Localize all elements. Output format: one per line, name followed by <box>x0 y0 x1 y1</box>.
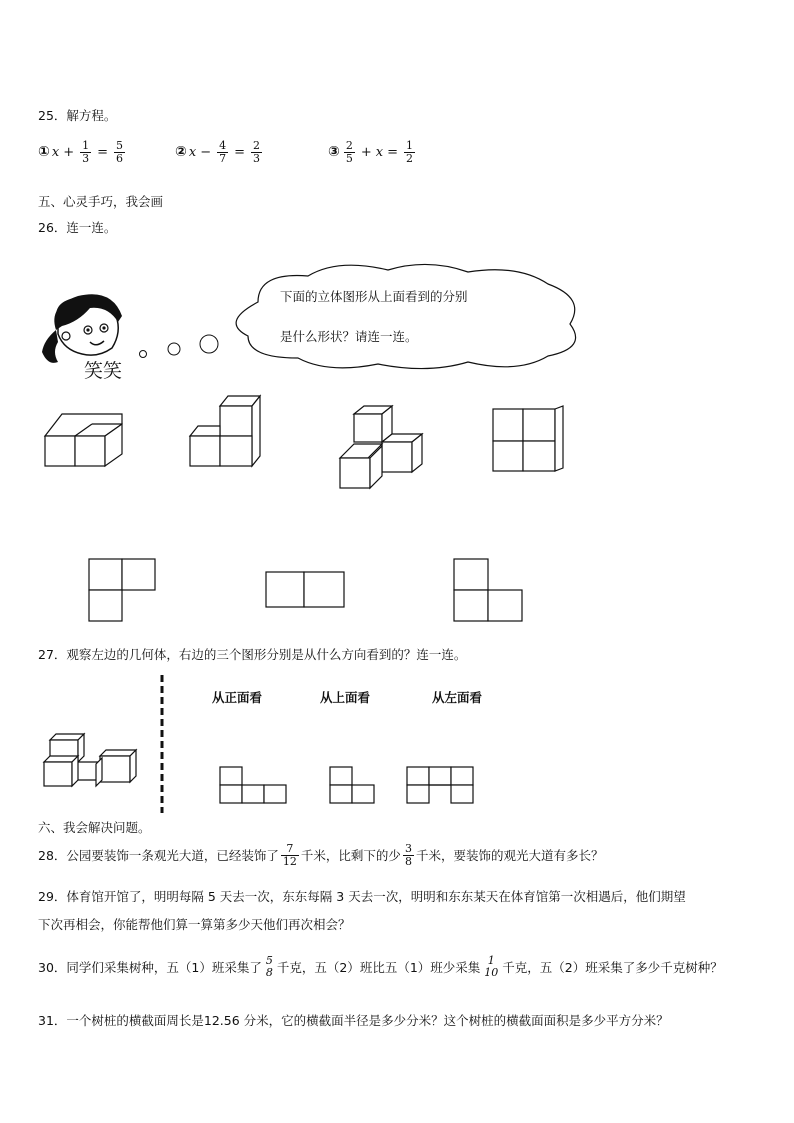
q28-frac-1: $\frac{7}{12}$ <box>282 842 297 868</box>
q28-mid: 千米，比剩下的少 <box>300 848 401 864</box>
equation-3 <box>328 140 417 164</box>
q30 <box>38 955 723 978</box>
q30-pre: 30．同学们采集树种，五（1）班采集了 <box>38 959 262 975</box>
eq3-frac-b: $\frac{1}{2}$ <box>406 139 414 165</box>
q30-post: 千克，五（2）班采集了多少千克树种？ <box>502 959 723 975</box>
eq1-frac-b: $\frac{5}{6}$ <box>116 139 124 165</box>
q27-solid-figure <box>40 730 140 790</box>
q31: 31．一个树桩的横截面周长是12.56 分米，它的横截面半径是多少分米？这个树桩的横截面面积是多少平方分米？ <box>38 1013 669 1028</box>
eq3-equals: = <box>387 144 399 160</box>
q25-title: 25．解方程。 <box>38 108 117 123</box>
speech-cloud <box>218 262 583 372</box>
equation-2 <box>175 140 264 164</box>
q26-title: 26．连一连。 <box>38 220 117 235</box>
eq3-frac-a: $\frac{2}{5}$ <box>345 139 353 165</box>
q28-post: 千米，要装饰的观光大道有多长？ <box>415 848 604 864</box>
solid-figure-3 <box>338 404 438 490</box>
q30-frac-1: 5 8 <box>265 954 273 979</box>
q28-pre: 28．公园要装饰一条观光大道，已经装饰了 <box>38 848 279 864</box>
eq2-op: − <box>200 144 212 160</box>
q30-frac-2: 1 10 <box>484 954 499 979</box>
equation-1 <box>38 140 127 164</box>
top-view-shape-1 <box>88 558 158 624</box>
eq1-op: + <box>63 144 75 160</box>
q28-frac-2: $\frac{3}{8}$ <box>404 842 412 868</box>
q29-line-2: 下次再相会，你能帮他们算一算第多少天他们再次相会？ <box>38 917 351 932</box>
top-view-shape-2 <box>265 570 347 610</box>
q27-title: 27．观察左边的几何体，右边的三个图形分别是从什么方向看到的？连一连。 <box>38 647 467 662</box>
bubble-line-2: 是什么形状？请连一连。 <box>280 329 418 344</box>
eq2-equals: = <box>234 144 246 160</box>
solid-figure-2 <box>188 394 268 468</box>
solid-figure-1 <box>40 404 130 474</box>
q27-view-shape-2 <box>328 765 380 805</box>
section5-title: 五、心灵手巧，我会画 <box>38 194 164 209</box>
eq3-op: + <box>360 144 372 160</box>
view-label-left: 从左面看 <box>432 690 483 705</box>
q27-view-shape-1 <box>218 765 290 805</box>
q30-mid: 千克，五（2）班比五（1）班少采集 <box>276 959 481 975</box>
q29-line-1: 29．体育馆开馆了，明明每隔 5 天去一次，东东每隔 3 天去一次，明明和东东某天在体育馆第一次相遇后，他们期望 <box>38 889 686 904</box>
girl-name: 笑笑 <box>84 360 123 382</box>
eq1-equals: = <box>97 144 109 160</box>
q27-view-shape-3 <box>405 765 477 805</box>
eq1-frac-a: $\frac{1}{3}$ <box>82 139 90 165</box>
dashed-divider <box>158 675 166 815</box>
eq2-var: x <box>188 144 197 160</box>
view-label-front: 从正面看 <box>212 690 263 705</box>
section6-title: 六、我会解决问题。 <box>38 820 151 835</box>
top-view-shape-3 <box>453 558 525 624</box>
eq2-frac-b: $\frac{2}{3}$ <box>253 139 261 165</box>
eq3-marker: ③ <box>328 144 340 161</box>
eq2-marker: ② <box>175 144 187 161</box>
solid-figure-4 <box>488 404 570 474</box>
view-label-top: 从上面看 <box>320 690 371 705</box>
bubble-line-1: 下面的立体图形从上面看到的分别 <box>280 289 468 304</box>
eq1-var: x <box>51 144 60 160</box>
eq3-var: x <box>375 144 384 160</box>
eq1-marker: ① <box>38 144 50 161</box>
eq2-frac-a: $\frac{4}{7}$ <box>219 139 227 165</box>
q28 <box>38 843 603 867</box>
